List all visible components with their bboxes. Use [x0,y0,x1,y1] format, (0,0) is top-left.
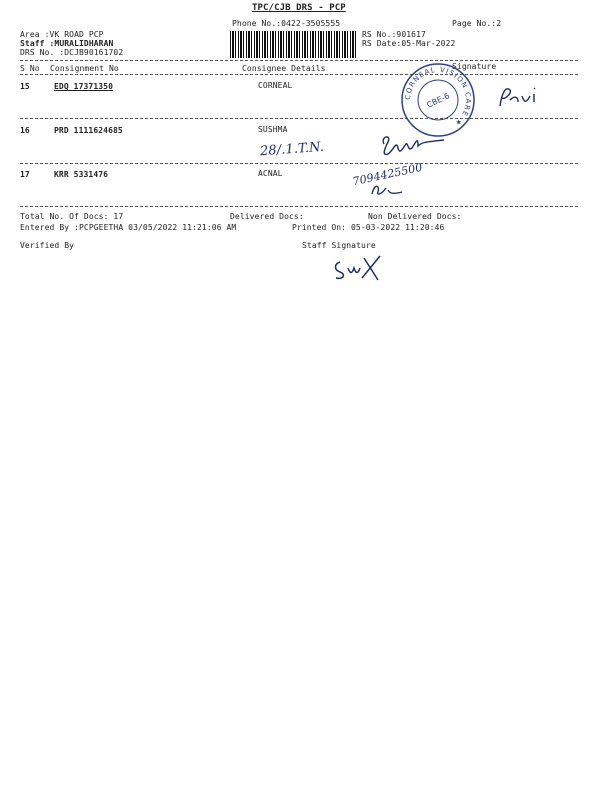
phone-number: Phone No.:0422-3505555 [232,19,341,28]
rs-date: RS Date:05-Mar-2022 [362,39,456,48]
document-title: TPC/CJB DRS - PCP [252,3,346,13]
total-docs: Total No. Of Docs: 17 [20,212,124,221]
signature-row17 [368,182,408,198]
row-consignment: EDQ 17371350 [54,82,113,91]
col-consignment: Consignment No [50,64,119,73]
divider [20,74,578,75]
staff-label: Staff :MURALIDHARAN [20,39,114,48]
signature-row16 [378,130,448,164]
row-divider [20,118,578,119]
divider [20,60,578,61]
row-consignee: SUSHMA [258,125,288,134]
col-consignee: Consignee Details [242,64,326,73]
divider [20,206,578,207]
printed-on: Printed On: 05-03-2022 11:20:46 [292,223,445,232]
row-sno: 16 [20,126,30,135]
staff-signature-mark [330,254,390,284]
col-signature: Signature [452,62,497,71]
drs-number: DRS No. :DCJB90161702 [20,48,124,57]
row-consignment: PRD 1111624685 [54,126,123,135]
row-consignment: KRR 5331476 [54,170,109,179]
svg-text:CORNEAL VISION CARE ★: CORNEAL VISION CARE ★ [403,65,473,128]
svg-text:CBE-6: CBE-6 [425,91,452,110]
handwritten-phone: 7094425500 [351,160,424,189]
row-divider [20,163,578,164]
row-sno: 15 [20,82,30,91]
delivered-docs: Delivered Docs: [230,212,304,221]
row-consignee: ACNAL [258,169,283,178]
col-sno: S No [20,64,40,73]
area-label: Area :VK ROAD PCP [20,30,104,39]
row-sno: 17 [20,170,30,179]
barcode [230,31,356,58]
entered-by: Entered By :PCPGEETHA 03/05/2022 11:21:06 AM [20,223,237,232]
company-stamp [400,62,476,138]
row-consignee: CORNEAL [258,81,293,90]
page-number: Page No.:2 [452,19,502,28]
non-delivered-docs: Non Delivered Docs: [368,212,462,221]
rs-number: RS No.:901617 [362,30,426,39]
verified-by: Verified By [20,241,75,250]
handwritten-note: 28/.1.T.N. [259,139,325,160]
staff-signature-label: Staff Signature [302,241,376,250]
signature-row15 [496,84,546,114]
